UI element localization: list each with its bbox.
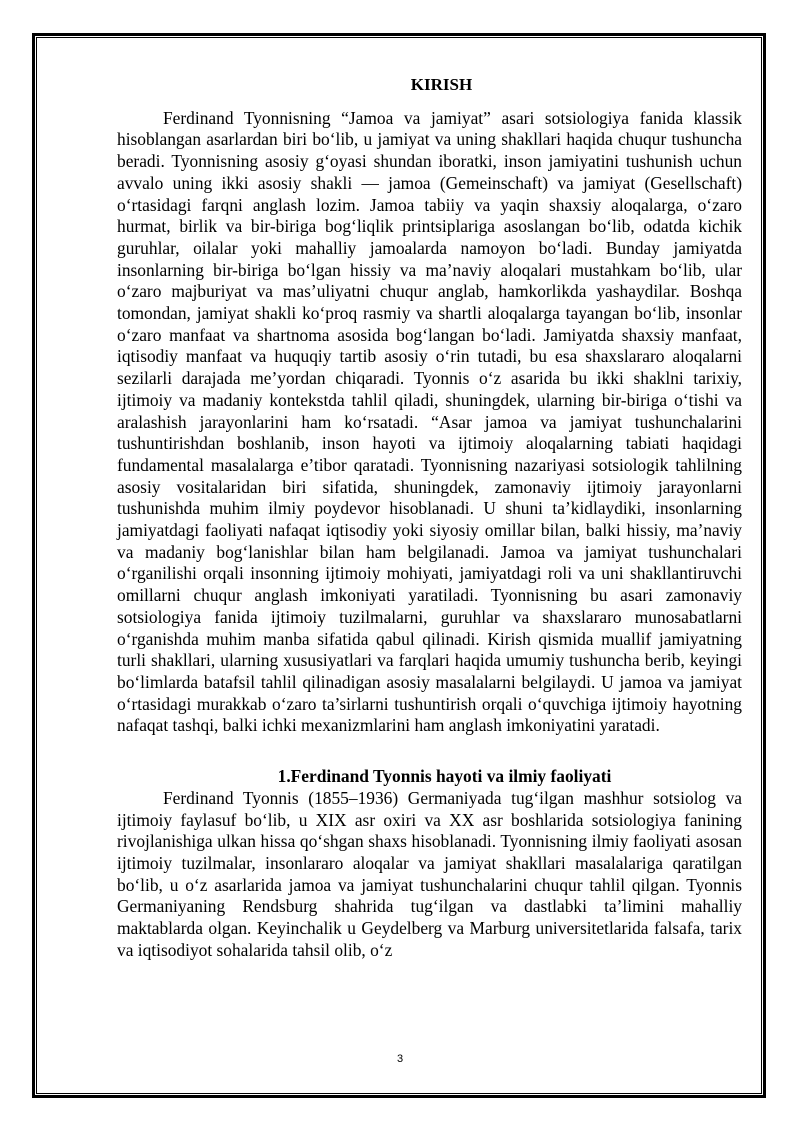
- intro-paragraph: Ferdinand Tyonnisning “Jamoa va jamiyat” asari sotsiologiya fanida klassik hisoblangan asarlardan biri bo‘lib, u jamiyat va uning shakllari haqida chuqur tushuncha beradi. Tyonnisning asosiy g‘oyasi shundan iboratki, inson jamiyatini tushunish uchun avvalo uning ikki asosiy shakli — jamoa (Gemeinschaft) va jamiyat (Gesellschaft) o‘rtasidagi farqni anglash lozim. Jamoa tabiiy va yaqin shaxsiy aloqalarga, o‘zaro hurmat, birlik va bir-biriga bog‘liqlik printsiplariga asoslangan bo‘lib, odatda kichik guruhlar, oilalar yoki mahalliy jamoalarda namoyon bo‘ladi. Bunday jamiyatda insonlarning bir-biriga bo‘lgan hissiy va ma’naviy aloqalari mustahkam bo‘lib, ular o‘zaro majburiyat va mas’uliyatni chuqur anglab, hamkorlikda yashaydilar. Boshqa tomondan, jamiyat shakli ko‘proq rasmiy va shartli aloqalarga tayangan bo‘lib, insonlar o‘zaro manfaat va shartnoma asosida bog‘langan bo‘ladi. Jamiyatda shaxsiy manfaat, iqtisodiy manfaat va huquqiy tartib asosiy o‘rin tutadi, bu esa shaxslararo aloqalarni sezilarli darajada me’yordan chiqaradi. Tyonnis o‘z asarida bu ikki shaklni tarixiy, ijtimoiy va madaniy kontekstda tahlil qiladi, shuningdek, ularning bir-biriga o‘tishi va aralashish jarayonlarini ham ko‘rsatadi. “Asar jamoa va jamiyat tushunchalarini tushuntirishdan boshlanib, inson hayoti va ijtimoiy aloqalarning tabiati haqidagi fundamental masalalarga e’tibor qaratadi. Tyonnisning nazariyasi sotsiologik tahlilning asosiy vositalaridan biri sifatida, shuningdek, zamonaviy ijtimoiy jarayonlarni tushunishda muhim ilmiy poydevor hisoblanadi. U shuni ta’kidlaydiki, insonlarning jamiyatdagi faoliyati nafaqat iqtisodiy yoki siyosiy omillar bilan, balki hissiy, ma’naviy va madaniy bog‘lanishlar bilan ham belgilanadi. Jamoa va jamiyat tushunchalari o‘rganilishi orqali insonning ijtimoiy mohiyati, jamiyatdagi roli va uni shakllantiruvchi omillarni chuqur anglash imkoniyati yaratiladi. Tyonnisning bu asari zamonaviy sotsiologiya fanida ijtimoiy tuzilmalarni, guruhlar va shaxslararo munosabatlarni o‘rganishda muhim manba sifatida qabul qilinadi. Kirish qismida muallif jamiyatning turli shakllari, ularning xususiyatlari va farqlari haqida umumiy tushuncha berib, keyingi bo‘limlarda batafsil tahlil qilinadigan asosiy masalalarni belgilaydi. U jamoa va jamiyat o‘rtasidagi murakkab o‘zaro ta’sirlarni tushuntirish orqali o‘quvchiga ijtimoiy hayotning nafaqat tashqi, balki ichki mexanizmlarini ham anglash imkoniyatini yaratadi.: [117, 107, 742, 736]
- section-heading: 1.Ferdinand Tyonnis hayoti va ilmiy faoliyati: [277, 766, 612, 787]
- page-number: 3: [396, 1053, 404, 1065]
- document-body: [117, 74, 742, 961]
- section-paragraph: Ferdinand Tyonnis (1855–1936) Germaniyada tug‘ilgan mashhur sotsiolog va ijtimoiy faylasuf bo‘lib, u XIX asr oxiri va XX asr boshlarida sotsiologiya fanining rivojlanishiga ulkan hissa qo‘shgan shaxs hisoblanadi. Tyonnisning ilmiy faoliyati asosan ijtimoiy tuzilmalar, insonlararo aloqalar va jamiyat shakllari masalalariga qaratilgan bo‘lib, u o‘z asarlarida jamoa va jamiyat tushunchalarini chuqur tahlil qilgan. Tyonnis Germaniyaning Rendsburg shahrida tug‘ilgan va dastlabki ta’limini mahalliy maktablarda olgan. Keyinchalik u Geydelberg va Marburg universitetlarida falsafa, tarix va iqtisodiyot sohalarida tahsil olib, o‘z: [117, 787, 742, 960]
- page-title: KIRISH: [410, 75, 473, 94]
